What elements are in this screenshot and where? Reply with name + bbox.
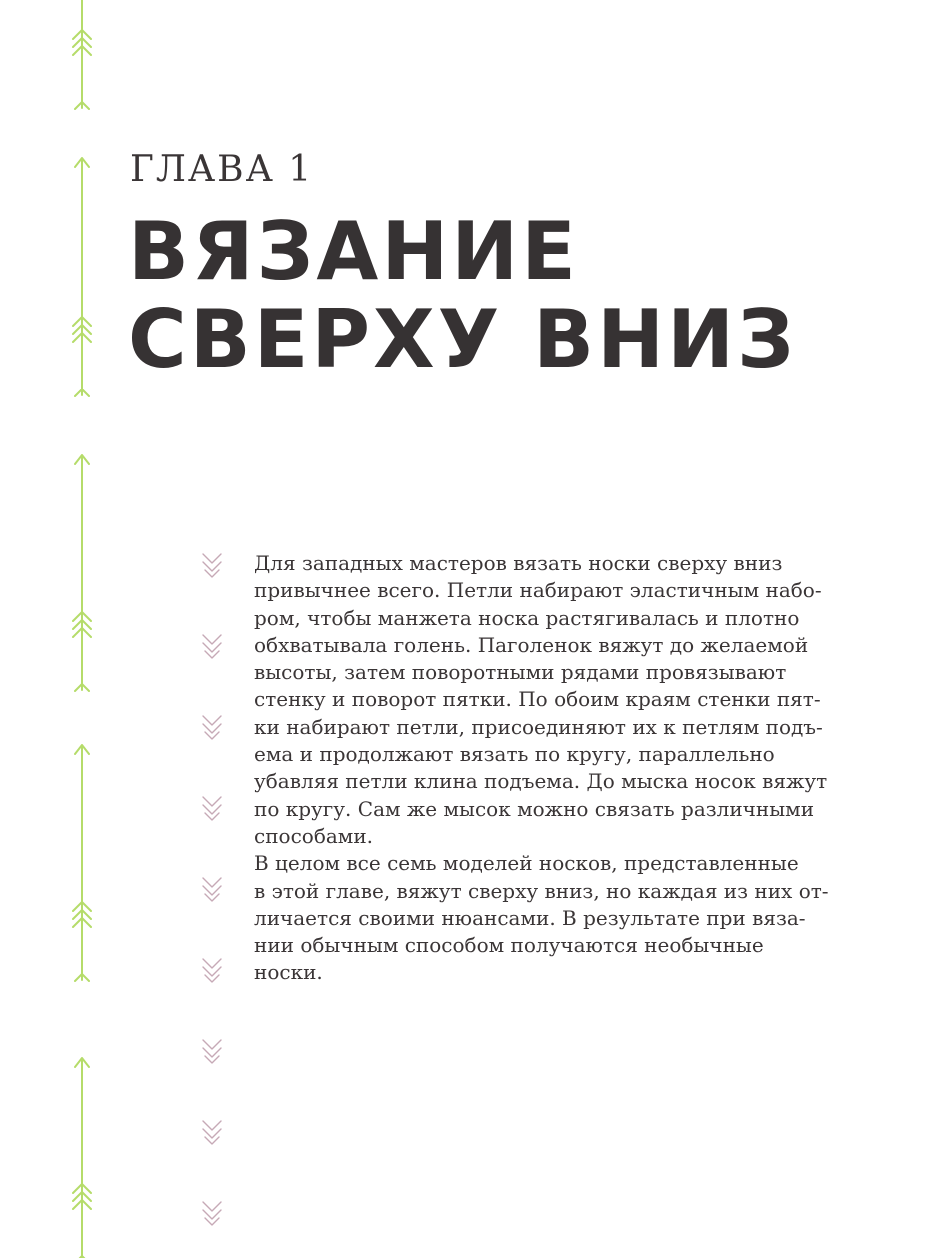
chevron-down-icon [203,959,221,982]
chevron-down-icon [203,797,221,820]
green-arrow-icon [73,158,91,396]
chapter-title-line-1: ВЯЗАНИЕ [128,205,579,298]
green-arrow-icon [73,0,91,109]
chevron-down-icon [203,554,221,577]
chapter-number: ГЛАВА 1 [130,149,314,190]
chevron-down-icon [203,878,221,901]
chevron-down-icon [203,716,221,739]
chapter-title [128,205,888,386]
green-arrows-column [73,0,91,1258]
chapter-intro [254,550,854,987]
chevron-down-icon [203,635,221,658]
chevron-down-icon [203,1121,221,1144]
paragraph: В целом все семь моделей носков, представленные в этой главе, вяжут сверху вниз, но каждая из них от- личается своими нюансами. В результате при вяза- нии обычным способом получаются необычные носки. [254,851,829,985]
chevron-down-icon [203,1202,221,1225]
green-arrow-icon [73,745,91,981]
green-arrow-icon [73,455,91,691]
chapter-title-line-2: СВЕРХУ ВНИЗ [128,293,797,386]
green-arrow-icon [73,1058,91,1258]
paragraph: Для западных мастеров вязать носки сверху вниз привычнее всего. Петли набирают эластичным набо- ром, чтобы манжета носка растягивалась и плотно обхватывала голень. Паголенок вяжут до желаемой высоты, затем поворотными рядами провязывают стенку и поворот пятки. По обоим краям стенки пят- ки набирают петли, присоединяют их к петлям подъ- ема и продолжают вязать по кругу, параллельно убавляя петли клина подъема. До мыска носок вяжут по кругу. Сам же мысок можно связать различными способами. [254,551,828,848]
chevron-down-icon [203,1040,221,1063]
chevrons-column [203,554,221,1225]
